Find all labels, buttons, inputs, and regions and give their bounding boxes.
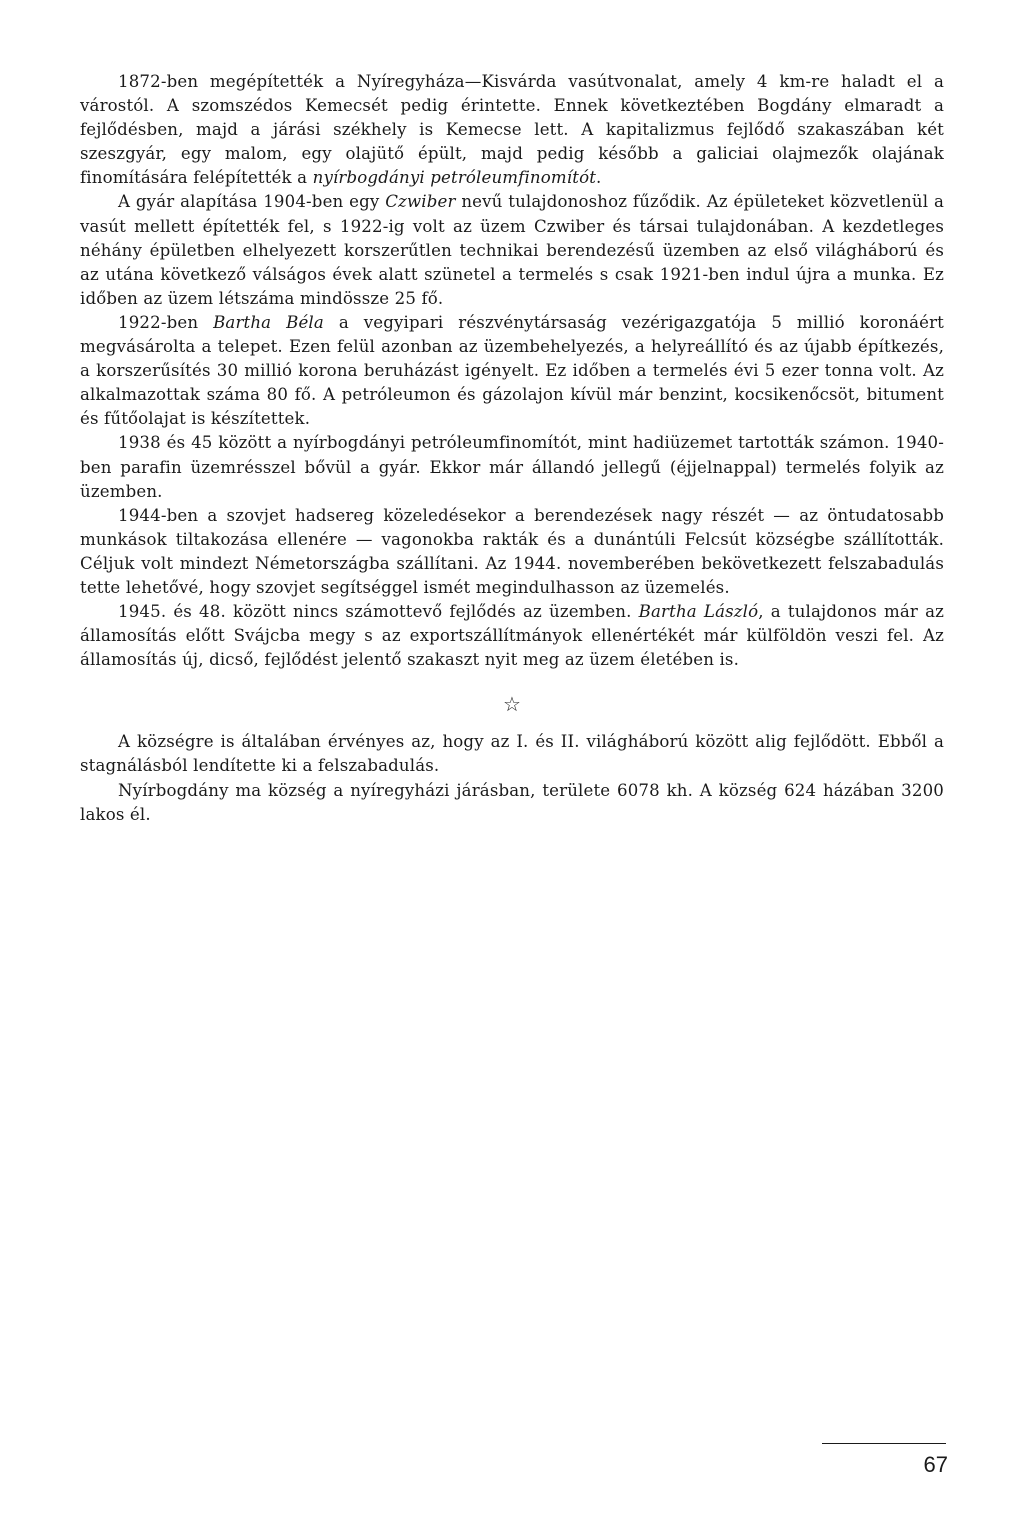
page-body (80, 70, 944, 827)
footer-rule (822, 1443, 946, 1444)
italic-person-bartha-bela: Bartha Béla (213, 312, 324, 332)
page-number: 67 (923, 1452, 948, 1477)
paragraph-8: Nyírbogdány ma község a nyíregyházi járásban, területe 6078 kh. A község 624 házában 3200 lakos él. (80, 780, 944, 824)
italic-person-bartha-laszlo: Bartha László (638, 602, 759, 622)
paragraph-2: A gyár alapítása 1904-ben egy Czwiber nevű tulajdonoshoz fűződik. Az épületeket közvetlenül a vasút mellett építették fel, s 1922-ig volt az üzem Czwiber és társai tulajdonában. A kezdetleges néhány épületben elhelyezett korszerűtlen technikai berendezésű üzemben az első világháború és az utána következő válságos évek alatt szünetel a termelés s csak 1921-ben indul újra a munka. Ez időben az üzem létszáma mindössze 25 fő. (80, 192, 944, 308)
paragraph-5: 1944-ben a szovjet hadsereg közeledésekor a berendezések nagy részét — az öntudatosabb munkások tiltakozása ellenére — vagonokba rakták és a dunántúli Felcsút községbe szállították. Céljuk volt mindezt Németországba szállítani. Az 1944. novemberében bekövetkezett felszabadulás tette lehetővé, hogy szovjet segítséggel ismét megindulhasson az üzemelés. (80, 505, 944, 597)
paragraph-7: A községre is általában érvényes az, hogy az I. és II. világháború között alig fejlődött. Ebből a stagnálásból lendítette ki a felszabadulás. (80, 732, 944, 776)
paragraph-3: 1922-ben Bartha Béla a vegyipari részvénytársaság vezérigazgatója 5 millió koronáért megvásárolta a telepet. Ezen felül azonban az üzembehelyezés, a helyreállító és az újabb építkezés, a korszerűsítés 30 millió korona beruházást igényelt. Ez időben a termelés évi 5 ezer tonna volt. Az alkalmazottak száma 80 fő. A petróleumon és gázolajon kívül már benzint, kocsikenőcsöt, bitument és fűtőolajat is készítettek. (80, 312, 944, 429)
italic-refinery-name: nyírbogdányi petróleumfinomítót (312, 168, 597, 188)
paragraph-4: 1938 és 45 között a nyírbogdányi petróleumfinomítót, mint hadiüzemet tartották számon. 1940-ben parafin üzemrésszel bővül a gyár. Ekkor már állandó jellegű (éjjelnappal) termelés folyik az üzemben. (80, 433, 944, 501)
paragraph-6: 1945. és 48. között nincs számottevő fejlődés az üzemben. Bartha László, a tulajdonos már az államosítás előtt Svájcba megy s az exportszállítmányok ellenértékét már külföldön veszi fel. Az államosítás új, dicső, fejlődést jelentő szakaszt nyit meg az üzem életében is. (80, 602, 945, 670)
italic-owner-name: Czwiber (385, 192, 456, 212)
star-divider-icon: ☆ (502, 692, 522, 717)
paragraph-1: 1872-ben megépítették a Nyíregyháza—Kisvárda vasútvonalat, amely 4 km-re haladt el a várostól. A szomszédos Kemecsét pedig érintette. Ennek következtében Bogdány elmaradt a fejlődésben, majd a járási székhely is Kemecse lett. A kapitalizmus fejlődő szakaszában két szeszgyár, egy malom, egy olajütő épült, majd pedig később a galiciai olajmezők olajának finomítására felépítették a nyírbogdányi petróleumfinomítót. (80, 72, 944, 188)
